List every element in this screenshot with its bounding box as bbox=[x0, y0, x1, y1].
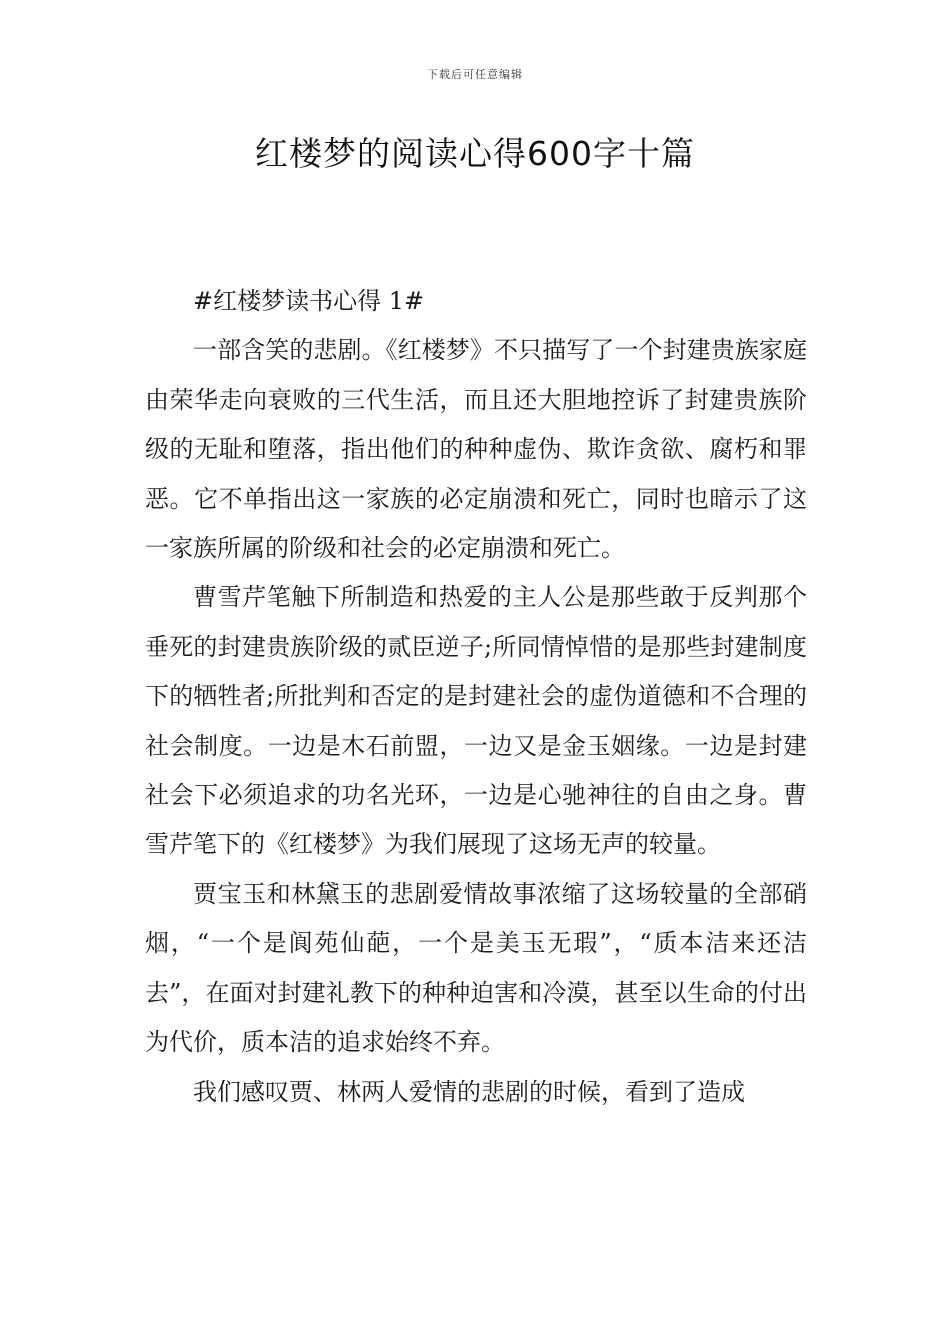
paragraph: 一部含笑的悲剧。《红楼梦》不只描写了一个封建贵族家庭由荣华走向衰败的三代生活，而且还大胆地控诉了封建贵族阶级的无耻和堕落，指出他们的种种虚伪、欺诈贪欲、腐朽和罪恶。它不单指出这一家族的必定崩溃和死亡，同时也暗示了这一家族所属的阶级和社会的必定崩溃和死亡。 bbox=[145, 336, 807, 563]
document-body bbox=[145, 277, 807, 1117]
section-heading: #红楼梦读书心得 1# bbox=[193, 287, 425, 315]
document-title: 红楼梦的阅读心得600字十篇 bbox=[255, 134, 695, 173]
paragraph: 我们感叹贾、林两人爱情的悲剧的时候，看到了造成 bbox=[193, 1077, 745, 1106]
header-note: 下载后可任意编辑 bbox=[427, 68, 523, 81]
paragraph: 曹雪芹笔触下所制造和热爱的主人公是那些敢于反判那个垂死的封建贵族阶级的贰臣逆子;所同情悼惜的是那些封建制度下的牺牲者;所批判和否定的是封建社会的虚伪道德和不合理的社会制度。一边是木石前盟，一边又是金玉姻缘。一边是封建社会下必须追求的功名光环，一边是心驰神往的自由之身。曹雪芹笔下的《红楼梦》为我们展现了这场无声的较量。 bbox=[145, 583, 807, 859]
paragraph: 贾宝玉和林黛玉的悲剧爱情故事浓缩了这场较量的全部硝烟，“一个是阆苑仙葩，一个是美玉无瑕”，“质本洁来还洁去”，在面对封建礼教下的种种迫害和冷漠，甚至以生命的付出为代价，质本洁的追求始终不弃。 bbox=[145, 879, 807, 1057]
